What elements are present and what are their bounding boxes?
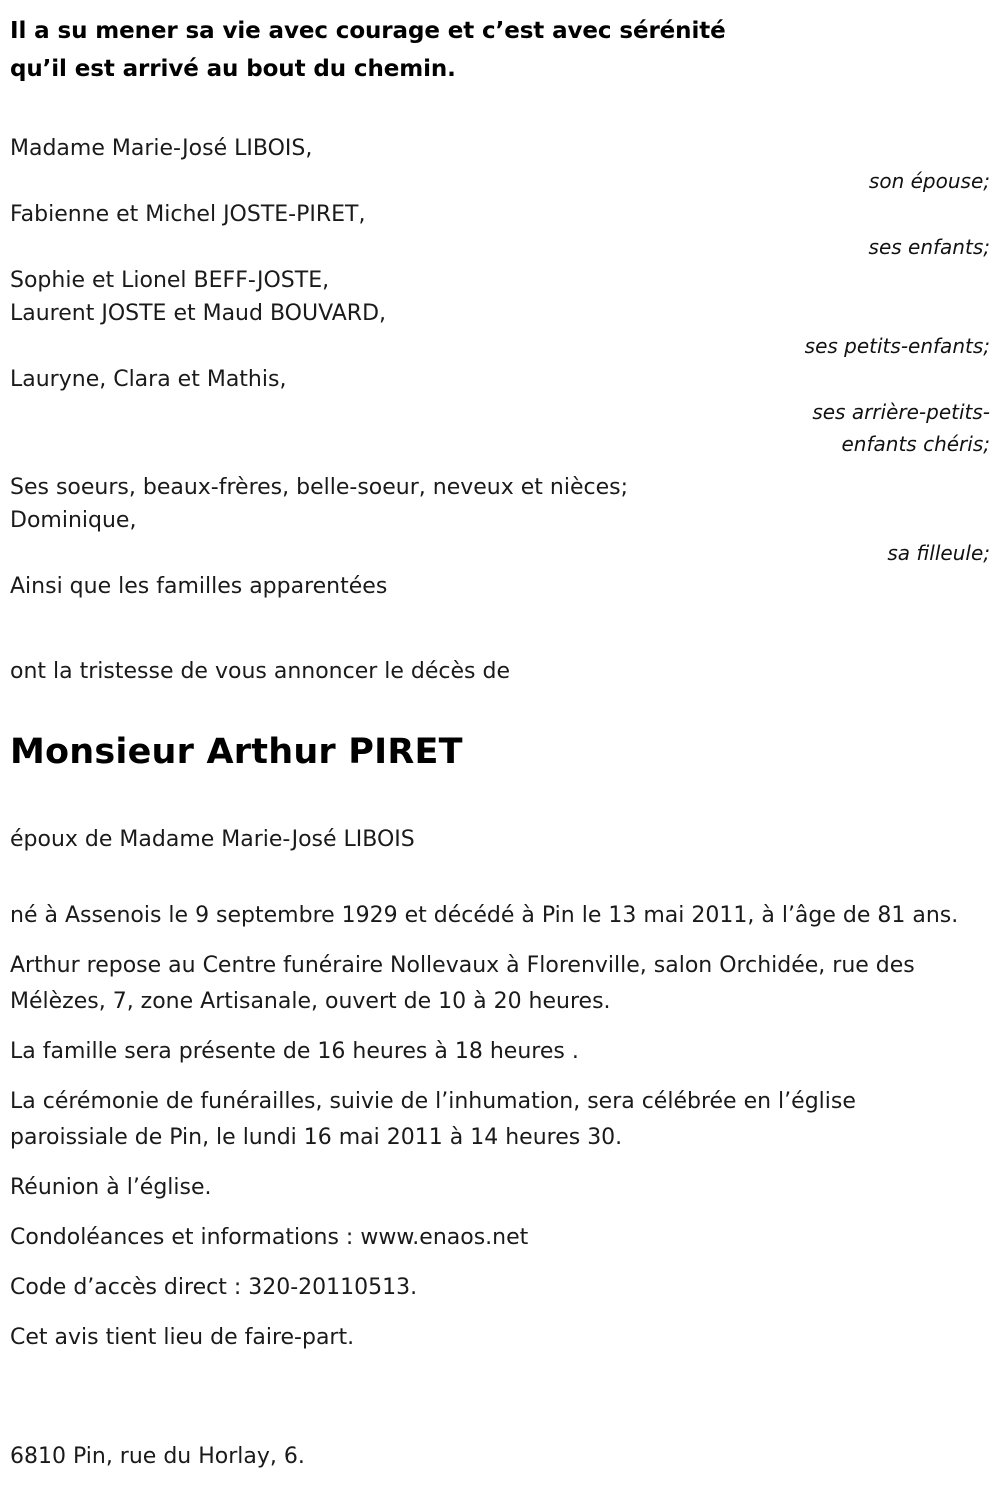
- family-group: [0, 570, 1000, 610]
- detail-notice: Cet avis tient lieu de faire-part.: [10, 1325, 355, 1350]
- family-listing: [0, 132, 1000, 610]
- detail-gathering: Réunion à l’église.: [10, 1175, 212, 1200]
- detail-repose: Arthur repose au Centre funéraire Nollevaux à Florenville, salon Orchidée, rue des Mélèzes, 7, zone Artisanale, ouvert de 10 à 20 heures.: [10, 953, 915, 1014]
- family-names: [10, 198, 650, 231]
- footer-address: 6810 Pin, rue du Horlay, 6.: [10, 1444, 305, 1469]
- detail-family-presence: La famille sera présente de 16 heures à 18 heures .: [10, 1039, 579, 1064]
- spouse-of-line: époux de Madame Marie-José LIBOIS: [10, 827, 415, 852]
- announcement-intro: ont la tristesse de vous annoncer le décès de: [10, 659, 511, 684]
- family-name-line: Ses soeurs, beaux-frères, belle-soeur, neveux et nièces;: [10, 475, 628, 500]
- family-names: [10, 570, 650, 603]
- family-name-line: Madame Marie-José LIBOIS,: [10, 136, 313, 161]
- family-group: [0, 471, 1000, 570]
- details-block: [10, 898, 978, 1370]
- detail-birth-death: né à Assenois le 9 septembre 1929 et décédé à Pin le 13 mai 2011, à l’âge de 81 ans.: [10, 903, 959, 928]
- family-relation: ses enfants;: [868, 235, 990, 259]
- family-names: [10, 363, 650, 396]
- epigraph: [10, 12, 910, 88]
- family-names: [10, 132, 650, 165]
- detail-ceremony: La cérémonie de funérailles, suivie de l’inhumation, sera célébrée en l’église paroissiale de Pin, le lundi 16 mai 2011 à 14 heures 30.: [10, 1089, 856, 1150]
- epigraph-line-1: Il a su mener sa vie avec courage et c’est avec sérénité: [10, 18, 726, 44]
- epigraph-line-2: qu’il est arrivé au bout du chemin.: [10, 56, 456, 82]
- family-relation: sa filleule;: [887, 541, 990, 565]
- family-name-line: Ainsi que les familles apparentées: [10, 574, 388, 599]
- family-names: [10, 264, 650, 330]
- family-relation: son épouse;: [868, 169, 990, 193]
- detail-access-code: Code d’accès direct : 320-20110513.: [10, 1275, 418, 1300]
- family-group: [0, 363, 1000, 471]
- family-group: [0, 198, 1000, 264]
- family-relation: ses arrière-petits-enfants chéris;: [812, 400, 990, 456]
- family-name-line: Dominique,: [10, 508, 137, 533]
- family-group: [0, 132, 1000, 198]
- family-name-line: Fabienne et Michel JOSTE-PIRET,: [10, 202, 366, 227]
- family-names: [10, 471, 770, 537]
- deceased-name: Monsieur Arthur PIRET: [10, 732, 463, 772]
- detail-condolences: Condoléances et informations : www.enaos.net: [10, 1225, 529, 1250]
- family-relation: ses petits-enfants;: [804, 334, 990, 358]
- family-group: [0, 264, 1000, 363]
- family-name-line: Sophie et Lionel BEFF-JOSTE,: [10, 268, 330, 293]
- family-name-line: Lauryne, Clara et Mathis,: [10, 367, 287, 392]
- family-name-line: Laurent JOSTE et Maud BOUVARD,: [10, 301, 386, 326]
